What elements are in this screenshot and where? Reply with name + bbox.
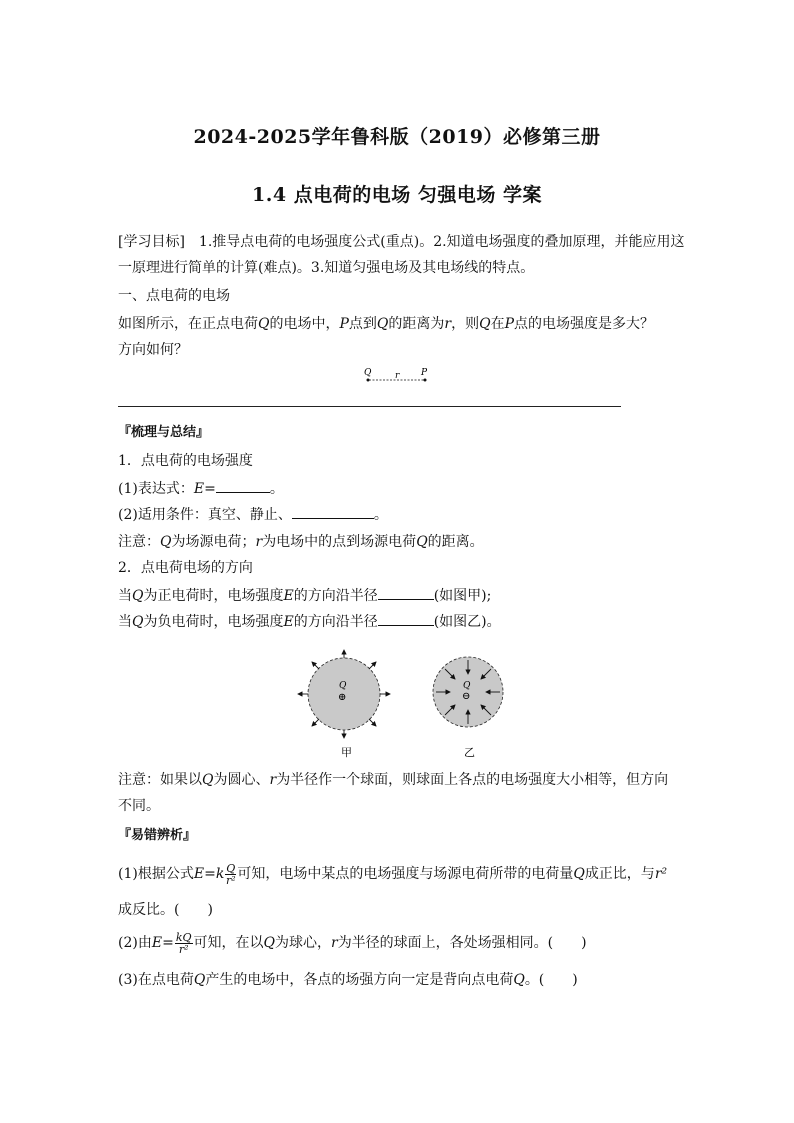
item-2-negative: 当Q为负电荷时，电场强度E的方向沿半径 (如图乙)。 xyxy=(118,611,678,632)
item-1-expression: (1)表达式：E= 。 xyxy=(118,478,678,499)
negative-charge-icon: ⊖ xyxy=(462,691,471,702)
question-line-2: 方向如何？ xyxy=(118,342,188,358)
negative-direction-blank[interactable] xyxy=(378,611,434,626)
positive-direction-blank[interactable] xyxy=(378,585,434,600)
item-2-heading: 2．点电荷电场的方向 xyxy=(118,560,253,576)
figure-label-yi: 乙 xyxy=(464,746,475,759)
question-line-1: 如图所示，在正点电荷Q的电场中，P点到Q的距离为r，则Q在P点的电场强度是多大？ xyxy=(118,316,654,332)
q-r-p-figure xyxy=(360,364,440,386)
positive-charge-field-figure xyxy=(288,648,400,760)
positive-figure-q: Q xyxy=(339,681,347,691)
error-item-1-line-2: 成反比。( ) xyxy=(118,902,213,918)
note-1: 注意：Q为场源电荷；r为电场中的点到场源电荷Q的距离。 xyxy=(118,534,484,550)
item-1-conditions: (2)适用条件：真空、静止、 。 xyxy=(118,504,678,525)
lesson-title: 1.4 点电荷的电场 匀强电场 学案 xyxy=(252,184,542,206)
objectives-line-1: [学习目标] 1.推导点电荷的电场强度公式(重点)。2.知道电场强度的叠加原理，并能应用这 xyxy=(118,234,685,250)
figure-label-p: P xyxy=(421,368,428,378)
note-2-line-2: 不同。 xyxy=(118,798,160,814)
item-1-heading: 1．点电荷的电场强度 xyxy=(118,453,253,469)
error-item-1-line-1: (1)根据公式E=k $\frac{Q}{\text{r²}}$ 可知，电场中某点的电场强度与场源电荷所带的电荷量Q成正比，与r² xyxy=(118,861,668,887)
error-item-3: (3)在点电荷Q产生的电场中，各点的场强方向一定是背向点电荷Q。( ) xyxy=(118,972,578,988)
document-title: 2024-2025学年鲁科版（2019）必修第三册 xyxy=(193,126,601,148)
item-2-positive: 当Q为正电荷时，电场强度E的方向沿半径 (如图甲); xyxy=(118,585,678,606)
expression-blank[interactable] xyxy=(216,478,270,493)
figure-label-q: Q xyxy=(364,368,372,378)
error-item-2: (2)由E= $\frac{kQ}{\text{r²}}$ 可知，在以Q为球心，r为半径的球面上，各处场强相同。( ) xyxy=(118,930,587,956)
figure-label-jia: 甲 xyxy=(341,746,352,759)
section-heading-point-charge: 一、点电荷的电场 xyxy=(118,288,230,304)
positive-charge-icon: ⊕ xyxy=(338,692,347,703)
objectives-line-2: 一原理进行简单的计算(难点)。3.知道匀强电场及其电场线的特点。 xyxy=(118,260,535,276)
conditions-blank[interactable] xyxy=(292,504,374,519)
error-analysis-header: 『易错辨析』 xyxy=(118,828,197,843)
figure-label-r: r xyxy=(395,371,400,381)
negative-charge-field-figure xyxy=(428,652,508,760)
fraction-q-over-r2: $\frac{Q}{\text{r²}}$ xyxy=(225,861,236,887)
note-2-line-1: 注意：如果以Q为圆心、r为半径作一个球面，则球面上各点的电场强度大小相等，但方向 xyxy=(118,772,669,788)
negative-figure-q: Q xyxy=(463,681,471,691)
fraction-kq-over-r2: $\frac{kQ}{\text{r²}}$ xyxy=(175,930,192,956)
summary-header: 『梳理与总结』 xyxy=(118,425,210,440)
answer-divider-line xyxy=(118,406,621,407)
